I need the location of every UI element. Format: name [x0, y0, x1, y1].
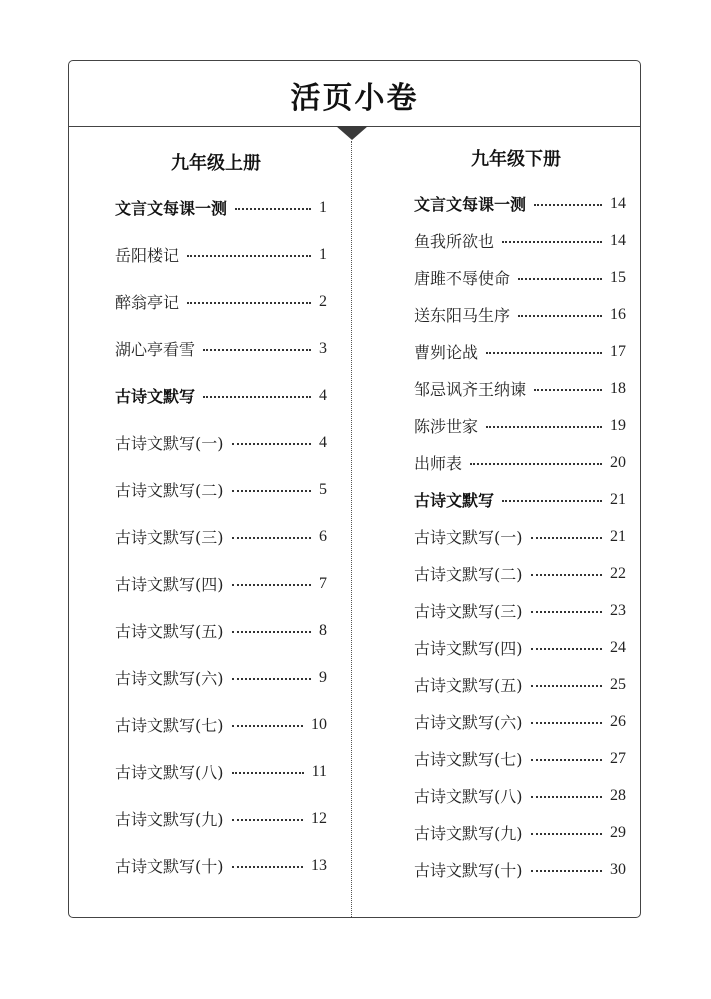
dot-leader	[232, 866, 304, 868]
toc-entry	[115, 431, 327, 454]
toc-entry	[115, 666, 327, 689]
dot-leader	[531, 611, 603, 613]
toc-entry	[414, 599, 626, 622]
toc-page-number: 8	[319, 621, 327, 639]
toc-page-number: 15	[610, 268, 626, 286]
toc-entry	[414, 784, 626, 807]
toc-page-number: 30	[610, 860, 626, 878]
toc-entry-label: 曹刿论战	[414, 343, 479, 362]
dot-leader	[531, 722, 603, 724]
dot-leader	[531, 685, 603, 687]
toc-page-number: 13	[311, 856, 327, 874]
title-banner	[69, 61, 640, 127]
toc-entry	[115, 572, 327, 595]
toc-page-number: 22	[610, 564, 626, 582]
toc-section-entry	[414, 488, 626, 511]
dot-leader	[531, 870, 603, 872]
toc-entry	[414, 673, 626, 696]
toc-section-entry	[414, 192, 626, 215]
toc-entry-label: 文言文每课一测	[115, 199, 228, 218]
toc-page-number: 25	[610, 675, 626, 693]
toc-entry-label: 岳阳楼记	[115, 246, 180, 265]
toc-entry-label: 古诗文默写(一)	[115, 434, 224, 453]
toc-page-number: 28	[610, 786, 626, 804]
toc-entry-label: 文言文每课一测	[414, 195, 527, 214]
toc-entry-label: 古诗文默写(十)	[115, 857, 224, 876]
toc-entry-label: 送东阳马生序	[414, 306, 511, 325]
column-divider	[351, 141, 352, 917]
toc-entry-label: 鱼我所欲也	[414, 232, 495, 251]
toc-page-number: 12	[311, 809, 327, 827]
dot-leader	[232, 678, 312, 680]
toc-page-number: 5	[319, 480, 327, 498]
toc-entry-label: 古诗文默写(八)	[414, 787, 523, 806]
toc-entry	[414, 340, 626, 363]
toc-entry-label: 古诗文默写(六)	[414, 713, 523, 732]
toc-entry-label: 湖心亭看雪	[115, 340, 196, 359]
toc-page-number: 18	[610, 379, 626, 397]
toc-section-entry	[115, 384, 327, 407]
dot-leader	[534, 389, 602, 391]
toc-entry	[414, 451, 626, 474]
toc-page-number: 21	[610, 490, 626, 508]
toc-entry	[414, 747, 626, 770]
toc-entry-label: 古诗文默写(五)	[115, 622, 224, 641]
dot-leader	[235, 208, 311, 210]
page-title: 活页小卷	[290, 81, 419, 116]
dot-leader	[534, 204, 602, 206]
toc-entry-label: 古诗文默写(二)	[414, 565, 523, 584]
toc-entry	[414, 414, 626, 437]
toc-entry-label: 古诗文默写(三)	[115, 528, 224, 547]
toc-entry	[115, 854, 327, 877]
toc-page-number: 16	[610, 305, 626, 323]
dot-leader	[232, 631, 312, 633]
toc-entry-label: 古诗文默写(六)	[115, 669, 224, 688]
toc-page-number: 6	[319, 527, 327, 545]
toc-page-number: 27	[610, 749, 626, 767]
toc-entry-label: 古诗文默写(一)	[414, 528, 523, 547]
toc-entry-label: 古诗文默写(二)	[115, 481, 224, 500]
toc-entry-label: 古诗文默写	[414, 491, 495, 510]
toc-entry-label: 古诗文默写(八)	[115, 763, 224, 782]
toc-page-number: 29	[610, 823, 626, 841]
toc-entry	[414, 525, 626, 548]
dot-leader	[232, 490, 312, 492]
dot-leader	[232, 537, 312, 539]
toc-page-number: 26	[610, 712, 626, 730]
toc-entry	[414, 858, 626, 881]
dot-leader	[486, 352, 602, 354]
dot-leader	[232, 584, 312, 586]
dot-leader	[232, 772, 304, 774]
toc-page-number: 17	[610, 342, 626, 360]
toc-page-number: 24	[610, 638, 626, 656]
dot-leader	[531, 648, 603, 650]
toc-page-number: 4	[319, 433, 327, 451]
toc-entry	[115, 243, 327, 266]
toc-entry	[414, 710, 626, 733]
toc-page-number: 1	[319, 198, 327, 216]
toc-entry	[414, 229, 626, 252]
toc-entry-label: 陈涉世家	[414, 417, 479, 436]
toc-entry-label: 古诗文默写(四)	[414, 639, 523, 658]
dot-leader	[486, 426, 602, 428]
toc-page-number: 3	[319, 339, 327, 357]
toc-page-number: 23	[610, 601, 626, 619]
toc-entry	[414, 562, 626, 585]
toc-entry-label: 唐雎不辱使命	[414, 269, 511, 288]
toc-entry-label: 古诗文默写(七)	[414, 750, 523, 769]
toc-entry	[115, 713, 327, 736]
toc-entry	[414, 636, 626, 659]
toc-entry	[115, 807, 327, 830]
dot-leader	[187, 302, 311, 304]
dot-leader	[531, 574, 603, 576]
toc-entry	[115, 760, 327, 783]
toc-entry-label: 古诗文默写(十)	[414, 861, 523, 880]
toc-entry	[115, 478, 327, 501]
header-triangle-marker	[336, 126, 368, 140]
toc-frame	[68, 60, 641, 918]
dot-leader	[502, 500, 602, 502]
toc-entry-label: 古诗文默写(三)	[414, 602, 523, 621]
toc-page-number: 21	[610, 527, 626, 545]
toc-page-number: 9	[319, 668, 327, 686]
toc-entry-label: 出师表	[414, 454, 463, 473]
toc-page-number: 14	[610, 231, 626, 249]
toc-entry-label: 邹忌讽齐王纳谏	[414, 380, 527, 399]
dot-leader	[518, 315, 602, 317]
toc-entry	[414, 377, 626, 400]
toc-entry-label: 古诗文默写(五)	[414, 676, 523, 695]
dot-leader	[531, 796, 603, 798]
dot-leader	[203, 396, 311, 398]
dot-leader	[232, 725, 304, 727]
toc-entry-label: 古诗文默写	[115, 387, 196, 406]
toc-entry-label: 古诗文默写(九)	[115, 810, 224, 829]
dot-leader	[232, 819, 304, 821]
toc-entry	[115, 619, 327, 642]
right-column-heading: 九年级下册	[471, 149, 561, 170]
toc-page-number: 19	[610, 416, 626, 434]
dot-leader	[531, 833, 603, 835]
toc-entry	[115, 337, 327, 360]
toc-entry-label: 古诗文默写(四)	[115, 575, 224, 594]
toc-page-number: 10	[311, 715, 327, 733]
dot-leader	[187, 255, 311, 257]
toc-section-entry	[115, 196, 327, 219]
toc-entry	[414, 303, 626, 326]
toc-entry	[414, 266, 626, 289]
toc-page-number: 11	[311, 762, 327, 780]
left-column-heading: 九年级上册	[171, 153, 261, 174]
toc-page-number: 1	[319, 245, 327, 263]
toc-entry-label: 古诗文默写(七)	[115, 716, 224, 735]
dot-leader	[232, 443, 312, 445]
toc-page-number: 7	[319, 574, 327, 592]
toc-page-number: 4	[319, 386, 327, 404]
toc-page-number: 20	[610, 453, 626, 471]
dot-leader	[531, 537, 603, 539]
dot-leader	[470, 463, 602, 465]
dot-leader	[203, 349, 311, 351]
toc-entry-label: 醉翁亭记	[115, 293, 180, 312]
toc-page-number: 14	[610, 194, 626, 212]
toc-entry	[115, 525, 327, 548]
toc-entry	[115, 290, 327, 313]
toc-entry-label: 古诗文默写(九)	[414, 824, 523, 843]
toc-entry	[414, 821, 626, 844]
dot-leader	[502, 241, 602, 243]
toc-page-number: 2	[319, 292, 327, 310]
dot-leader	[531, 759, 603, 761]
dot-leader	[518, 278, 602, 280]
